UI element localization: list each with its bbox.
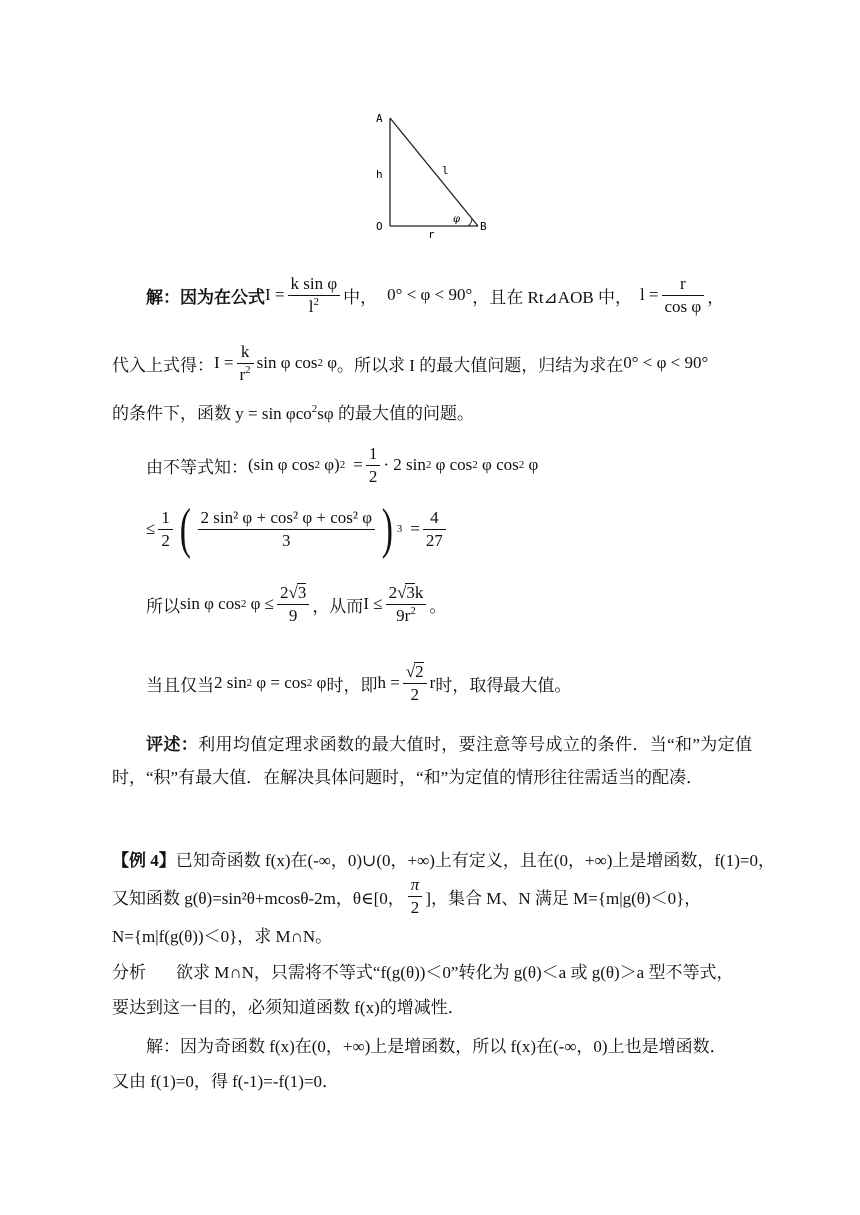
- mid1: 中，: [343, 287, 378, 307]
- label-r: r: [428, 228, 435, 240]
- analysis-text2: 要达到这一目的，必须知道函数 f(x)的增减性．: [112, 998, 465, 1017]
- eq-tail: 时，取得最大值。: [435, 675, 572, 695]
- example4-sol-line2: 又由 f(1)=0，得 f(-1)=-f(1)=0．: [112, 1072, 340, 1091]
- solution-line-1: [146, 270, 724, 320]
- left-paren: (: [179, 498, 191, 560]
- line2-lhs: I =: [214, 353, 234, 372]
- mid2: ，且在 Rt⊿AOB 中，: [472, 287, 632, 307]
- le-inner: $\frac{\text{2 sin² φ + cos² φ + cos² φ}}{3}$: [198, 509, 376, 550]
- side-l: [390, 118, 478, 226]
- ineq-prefix: 由不等式知：: [146, 457, 248, 477]
- eq-fraction: $\frac{√2}{2}$: [403, 662, 427, 704]
- analysis-line-1: [112, 958, 733, 983]
- label-A: A: [376, 112, 383, 125]
- example4-line2a: 又知函数 g(θ)=sin²θ+mcosθ-2m，θ∈[0，: [112, 888, 405, 908]
- line3-text: 的条件下，函数: [112, 404, 231, 423]
- label-B: B: [480, 220, 487, 233]
- example4-line-3: [112, 922, 332, 947]
- ineq-rhs: · 2 sin: [383, 455, 426, 474]
- solution-lead: 解：因为在公式: [146, 287, 265, 307]
- line3-fn2: sφ: [317, 404, 334, 423]
- example4-solution-1: [146, 1032, 727, 1057]
- ineq-rhs4: φ: [528, 455, 539, 474]
- ineq-rhs3: φ cos: [482, 455, 519, 474]
- line2-prefix: 代入上式得：: [112, 355, 214, 375]
- line3-tail: 的最大值的问题。: [337, 404, 474, 423]
- comment-text: 利用均值定理求函数的最大值时，要注意等号成立的条件．当“和”为定值时，“积”有最大值．在解决具体问题时，“和”为定值的情形往往需适当的配凑．: [112, 735, 752, 787]
- so-prefix: 所以: [146, 596, 180, 616]
- so-mid: ，从而: [312, 596, 364, 616]
- eq-h: h =: [377, 673, 400, 692]
- so-fraction: $\frac{2√3}{9}$: [277, 583, 309, 625]
- example4-line-2: [112, 872, 701, 920]
- example4-line2b: ]，集合 M、N 满足 M={m|g(θ)＜0}，: [425, 888, 702, 908]
- le-sym: ≤: [146, 519, 156, 538]
- eq-expr3: φ: [316, 673, 327, 692]
- eq-expr: 2 sin: [214, 673, 247, 692]
- analysis-label: 分析: [112, 963, 146, 982]
- label-l: l: [442, 164, 449, 177]
- le-eq: =: [410, 519, 420, 538]
- example4-line-1: [112, 846, 775, 871]
- example4-line1: 已知奇函数 f(x)在(-∞，0)∪(0，+∞)上有定义，且在(0，+∞)上是增函数，f(1)=0，: [175, 851, 775, 870]
- eq-expr2: φ = cos: [256, 673, 307, 692]
- example4-solution-2: [112, 1067, 339, 1092]
- label-O: O: [376, 220, 383, 233]
- range-1: 0° < φ < 90°: [387, 285, 473, 304]
- so-expr2: φ ≤: [250, 594, 274, 613]
- le-result: $\frac{4}{27}$: [423, 509, 446, 550]
- le-line: ≤ $\frac{1}{2}$ ( $\frac{\text{2 sin² φ + cos² φ + cos² φ}}{3}$ ) 3 = $\frac{4}{27}$: [146, 500, 449, 558]
- analysis-line-2: [112, 993, 465, 1018]
- triangle-figure: [370, 108, 500, 240]
- so-line: 所以 sin φ cos 2 φ ≤ $\frac{2√3}{9}$ ，从而 I ≤ $\frac{2√3k}{9r^2}$ 。: [146, 583, 447, 625]
- ineq-lhs: (sin φ cos: [248, 455, 315, 474]
- right-paren: ): [381, 498, 393, 560]
- l-lhs: l =: [639, 285, 659, 304]
- line2-tail: sin φ cos: [256, 353, 318, 372]
- ineq-eq: =: [353, 455, 363, 474]
- so-expr: sin φ cos: [180, 594, 241, 613]
- so-I: I ≤: [363, 594, 383, 613]
- pi-over-2: $\frac{\pi}{2}$: [408, 876, 423, 917]
- angle-arc: [468, 218, 472, 226]
- end1: ，: [707, 287, 725, 307]
- ineq-half: $\frac{1}{2}$: [366, 445, 381, 486]
- line2-fraction: $\frac{k}{r^2}$: [237, 343, 254, 384]
- comment-paragraph: [112, 728, 752, 794]
- eq-mid: 时，即: [326, 675, 378, 695]
- eq-prefix: 当且仅当: [146, 675, 214, 695]
- eq-line: 当且仅当 2 sin 2 φ = cos 2 φ 时，即 h = $\frac{√2}{2}$ r 时，取得最大值。: [146, 662, 572, 704]
- analysis-text: 欲求 M∩N，只需将不等式“f(g(θ))＜0”转化为 g(θ)＜a 或 g(θ)＞a 型不等式，: [176, 963, 734, 982]
- ineq-lhs2: φ): [324, 455, 340, 474]
- label-h: h: [376, 168, 383, 181]
- l-fraction: $\frac{r}{\text{cos φ}}$: [662, 275, 705, 316]
- formula-lhs: I =: [265, 285, 285, 304]
- range-2: 0° < φ < 90°: [623, 353, 709, 372]
- so2-fraction: $\frac{2√3k}{9r^2}$: [386, 583, 427, 625]
- formula-fraction: $\frac{\text{k sin φ}}{l^2}$: [288, 275, 341, 316]
- example4-sol-line1: 解：因为奇函数 f(x)在(0，+∞)上是增函数，所以 f(x)在(-∞，0)上也是增函数．: [146, 1037, 727, 1056]
- line2-phi: φ: [327, 353, 338, 372]
- example4-label: 【例 4】: [112, 851, 176, 870]
- le-half: $\frac{1}{2}$: [158, 509, 173, 550]
- label-phi: φ: [453, 214, 461, 225]
- inequality-line: 由不等式知： (sin φ cos 2 φ) 2 = $\frac{1}{2}$ · 2 sin 2 φ cos 2 φ cos 2 φ: [146, 443, 539, 486]
- so-end: 。: [429, 596, 447, 616]
- comment-label: 评述：: [146, 735, 199, 754]
- line3-exp: 2: [311, 403, 318, 415]
- solution-line-3: [112, 399, 474, 424]
- ineq-rhs2: φ cos: [435, 455, 473, 474]
- line3-fn: y = sin φco: [235, 404, 312, 423]
- example4-line3: N={m|f(g(θ))＜0}，求 M∩N。: [112, 927, 333, 946]
- line2-text: 。所以求 I 的最大值问题，归结为求在: [337, 355, 624, 375]
- solution-line-2: 代入上式得： I = $\frac{k}{r^2}$ sin φ cos 2 φ 。所以求 I 的最大值问题，归结为求在 0° < φ < 90°: [112, 341, 709, 384]
- eq-r: r: [429, 673, 436, 692]
